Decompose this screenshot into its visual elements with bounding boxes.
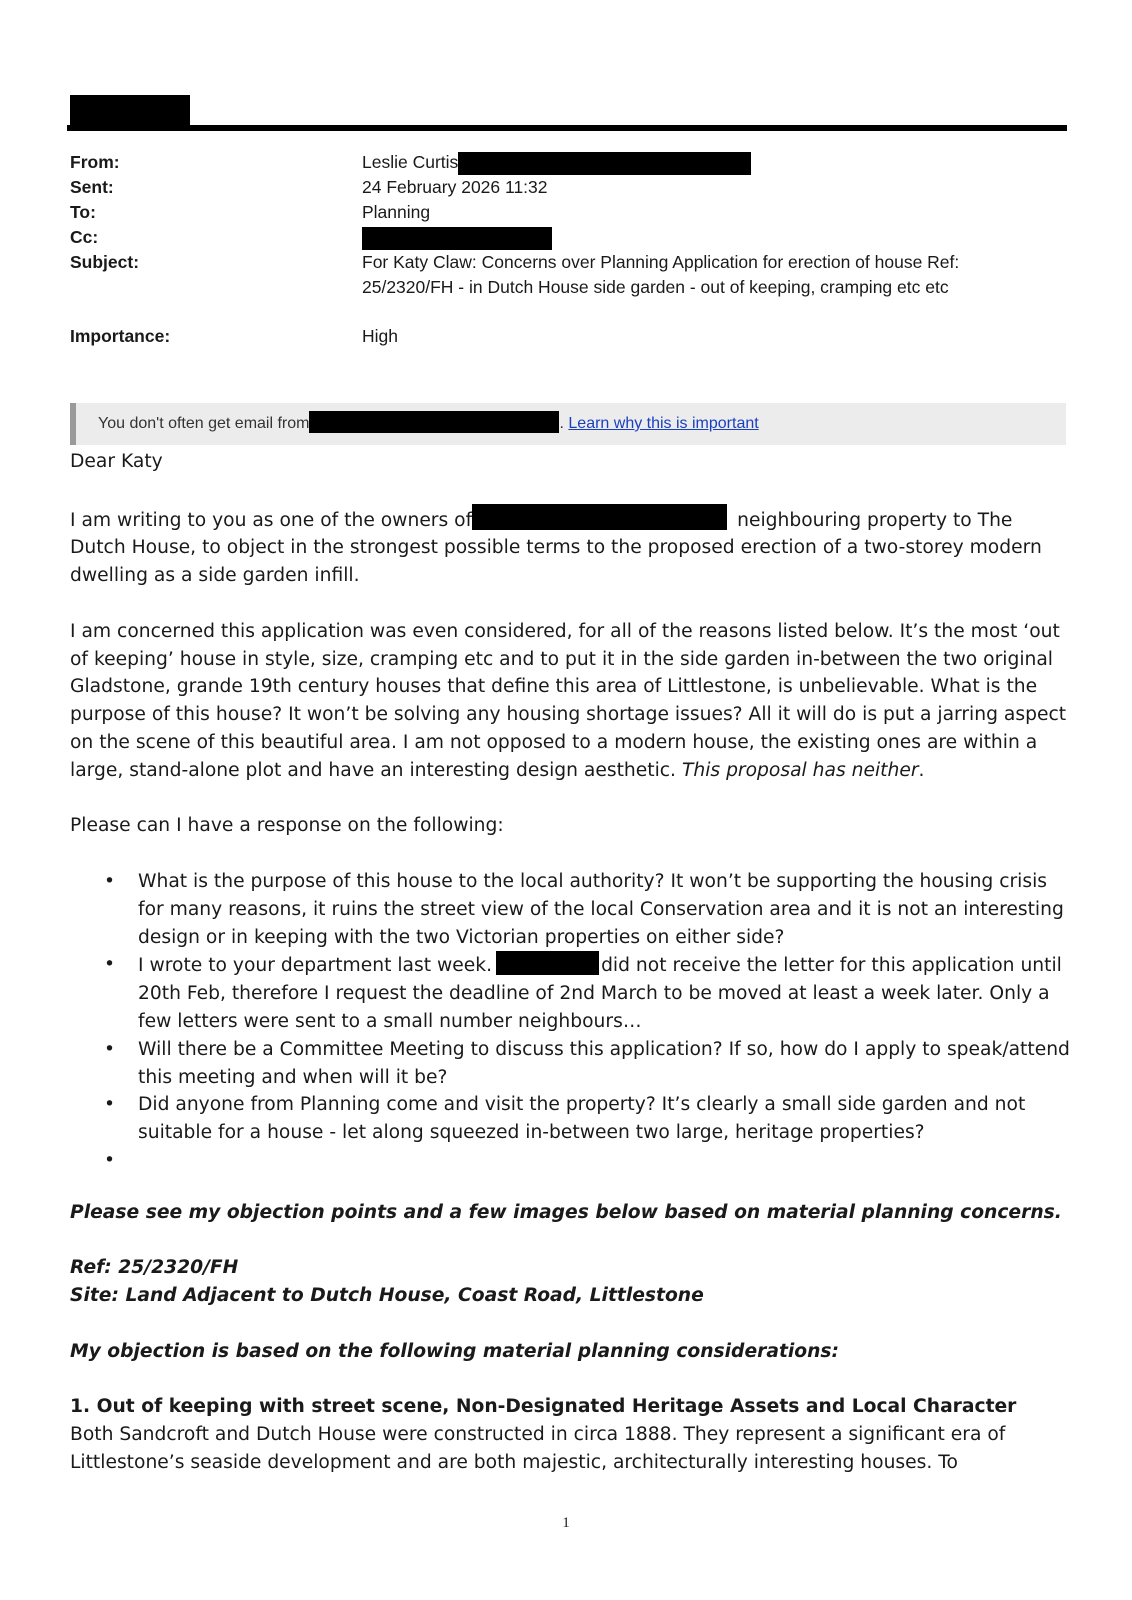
subject-row [70,250,1050,300]
from-row [70,150,1050,175]
subject-value: For Katy Claw: Concerns over Planning Application for erection of house Ref: 25/2320/FH - in Dutch House side garden - out of keeping, cramping etc etc [362,252,960,297]
redacted-cc [362,227,552,250]
response-intro: Please can I have a response on the following: [70,815,504,837]
to-label: To: [70,202,96,222]
banner-text: You don't often get email from [98,415,310,432]
to-row [70,200,1050,225]
paragraph-concern [70,618,1070,785]
sent-label: Sent: [70,177,114,197]
question-item: • What is the purpose of this house to the local authority? It won’t be supporting the housing crisis for many reasons, it ruins the street view of the local Conservation area and it is not an interesting design or in keeping with the two Victorian properties on either side? [138,868,1070,951]
paragraph-intro-end: neighbouring property to The Dutch House, to object in the strongest possible terms to the proposed erection of a two-storey modern dwelling as a side garden infill. [70,509,1042,587]
empty-question-item [138,1147,1070,1175]
header-rule [67,125,1067,131]
email-body [70,448,1070,1477]
reference-number: Ref: 25/2320/FH [70,1257,239,1279]
subject-label: Subject: [70,252,140,272]
redacted-header-block [70,95,190,125]
paragraph-intro [70,504,1070,590]
question-list [70,868,1070,1175]
section-1-heading: 1. Out of keeping with street scene, Non-Designated Heritage Assets and Local Character [70,1396,1017,1418]
paragraph-concern-end: . [918,759,925,781]
cc-row [70,225,1050,250]
greeting: Dear Katy [70,451,163,472]
objection-note: Please see my objection points and a few images below based on material planning concerns. [70,1201,1062,1223]
redacted-property-name [472,504,727,530]
question-2-start: I wrote to your department last week. [138,955,493,977]
paragraph-intro-start: I am writing to you as one of the owners of [70,509,473,531]
to-value: Planning [362,202,431,222]
cc-value [362,225,1050,250]
from-label: From: [70,152,120,172]
banner-suffix: . [559,415,564,432]
sent-value: 24 February 2026 11:32 [362,177,548,197]
site-address: Site: Land Adjacent to Dutch House, Coast Road, Littlestone [70,1285,704,1307]
paragraph-concern-main: I am concerned this application was even considered, for all of the reasons listed below. It’s the most ‘out of keeping’ house in style, size, cramping etc and to put it in the side garden in-between the two original Gladstone, grande 19th century houses that define this area of Littlestone, is unbelievable. What is the purpose of this house? It won’t be solving any housing shortage issues? All it will do is put a jarring aspect on the scene of this beautiful area. I am not opposed to a modern house, the existing ones are within a large, stand-alone plot and have an interesting design aesthetic. [70,620,1067,781]
from-value [362,150,1050,175]
question-2-end: did not receive the letter for this application until 20th Feb, therefore I request the deadline of 2nd March to be moved at least a week later. Only a few letters were sent to a small number neighbours… [138,955,1062,1032]
paragraph-concern-italic: This proposal has neither [681,759,919,781]
objection-basis: My objection is based on the following material planning considerations: [70,1340,840,1362]
question-item [138,951,1070,1035]
external-sender-banner [70,403,1066,445]
sent-row [70,175,1050,200]
importance-value: High [362,326,398,346]
page-number: 1 [562,1515,570,1531]
importance-row [70,324,1050,349]
redacted-name [496,951,599,975]
question-item: • Will there be a Committee Meeting to discuss this application? If so, how do I apply to speak/attend this meeting and when will it be? [138,1036,1070,1092]
redacted-sender-email [458,152,751,175]
cc-label: Cc: [70,227,99,247]
sender-name: Leslie Curtis [362,152,459,172]
question-item: • Did anyone from Planning come and visit the property? It’s clearly a small side garden and not suitable for a house - let along squeezed in-between two large, heritage properties? [138,1091,1070,1147]
email-header [70,150,1050,349]
learn-why-link[interactable]: Learn why this is important [568,415,759,432]
importance-label: Importance: [70,326,171,346]
section-1-text: Both Sandcroft and Dutch House were constructed in circa 1888. They represent a significant era of Littlestone’s seaside development and are both majestic, architecturally interesting houses. To [70,1424,1006,1473]
redacted-banner-email [309,411,559,433]
